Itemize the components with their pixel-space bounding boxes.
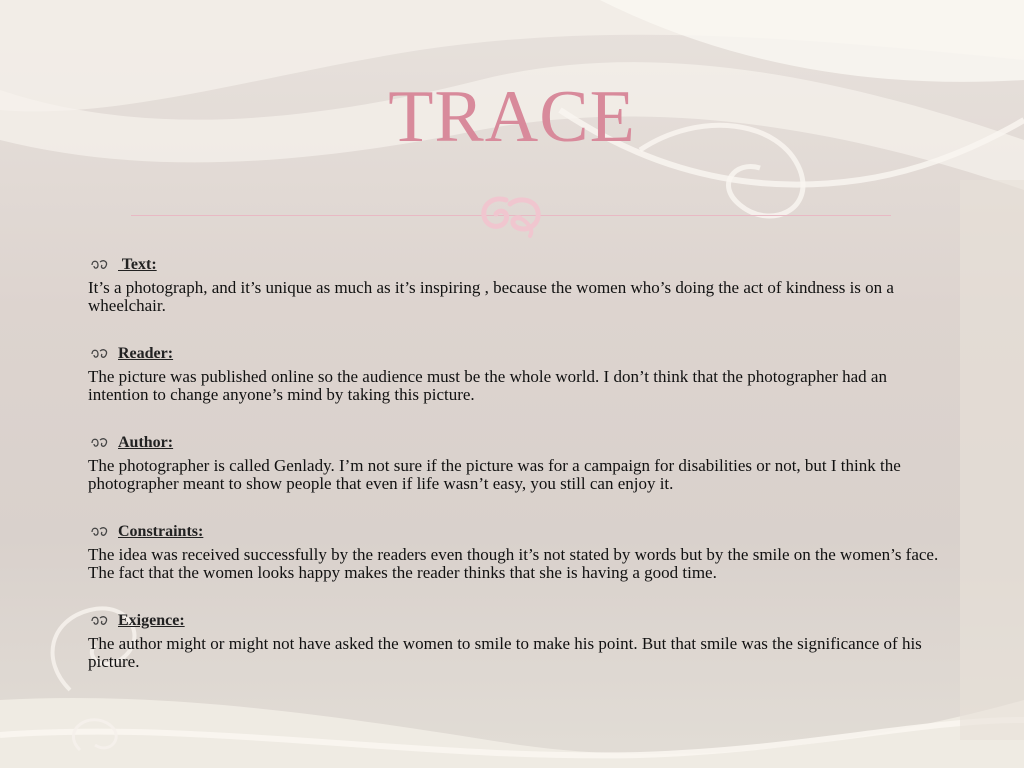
section-exigence bbox=[88, 610, 948, 671]
swirl-bullet-icon bbox=[88, 614, 118, 628]
section-heading: Exigence: bbox=[118, 612, 185, 629]
section-heading-row bbox=[88, 254, 948, 276]
section-author bbox=[88, 432, 948, 493]
section-heading: Constraints: bbox=[118, 523, 204, 540]
section-body: The idea was received successfully by the readers even though it’s not stated by words but by the smile on the women’s face. The fact that the women looks happy makes the reader thinks that she is having a good time. bbox=[88, 545, 939, 582]
section-body: The photographer is called Genlady. I’m not sure if the picture was for a campaign for disabilities or not, but I think the photographer meant to show people that even if life wasn’t easy, you still can enjoy it. bbox=[88, 456, 901, 493]
swirl-ornament-icon bbox=[476, 192, 548, 238]
section-heading-row bbox=[88, 432, 948, 454]
section-heading: Author: bbox=[118, 434, 174, 451]
section-heading: Reader: bbox=[118, 345, 174, 362]
swirl-bullet-icon bbox=[88, 258, 118, 272]
trace-list bbox=[88, 254, 948, 671]
section-heading-row bbox=[88, 521, 948, 543]
section-body: The picture was published online so the audience must be the whole world. I don’t think that the photographer had an intention to change anyone’s mind by taking this picture. bbox=[88, 367, 887, 404]
section-body: It’s a photograph, and it’s unique as much as it’s inspiring , because the women who’s doing the act of kindness is on a wheelchair. bbox=[88, 278, 894, 315]
section-heading-row bbox=[88, 610, 948, 632]
section-reader bbox=[88, 343, 948, 404]
swirl-bullet-icon bbox=[88, 436, 118, 450]
swirl-bullet-icon bbox=[88, 525, 118, 539]
section-heading-row bbox=[88, 343, 948, 365]
section-heading: Text: bbox=[118, 256, 157, 273]
section-body: The author might or might not have asked the women to smile to make his point. But that smile was the significance of his picture. bbox=[88, 634, 922, 671]
swirl-bullet-icon bbox=[88, 347, 118, 361]
section-constraints bbox=[88, 521, 948, 582]
section-text bbox=[88, 254, 948, 315]
slide-title: TRACE bbox=[388, 76, 636, 158]
